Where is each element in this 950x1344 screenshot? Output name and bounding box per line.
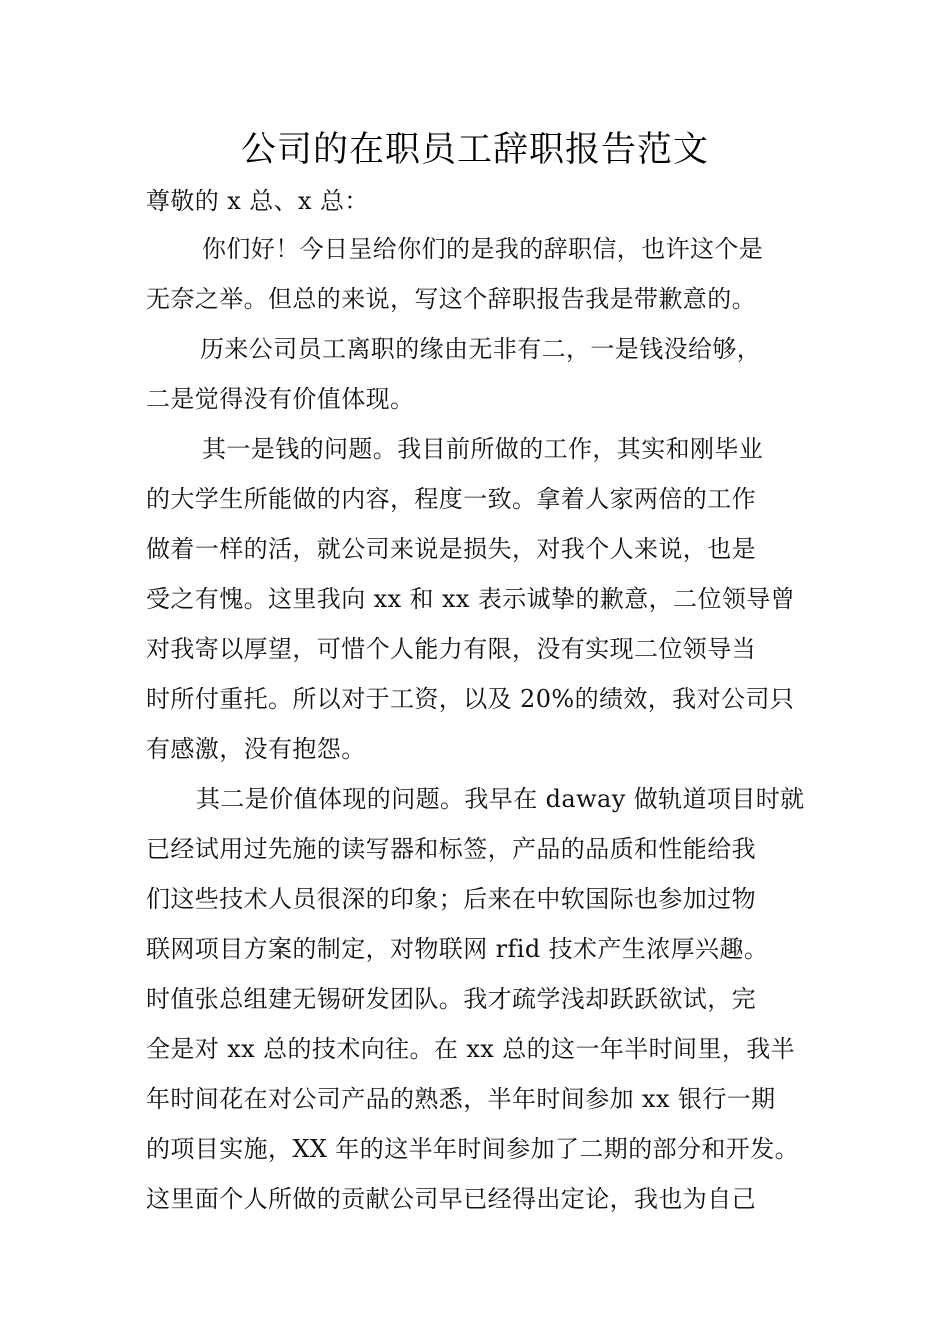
salutation-line: 尊敬的 x 总、x 总： [146,187,369,215]
body-line: 的大学生所能做的内容，程度一致。拿着人家两倍的工作 [146,485,756,513]
body-line: 这里面个人所做的贡献公司早已经得出定论，我也为自己 [146,1185,756,1213]
body-line: 受之有愧。这里我向 xx 和 xx 表示诚挚的歉意，二位领导曾 [146,585,796,613]
body-line: 时值张总组建无锡研发团队。我才疏学浅却跃跃欲试，完 [146,985,756,1013]
body-line: 的项目实施，XX 年的这半年时间参加了二期的部分和开发。 [146,1135,799,1163]
body-line: 做着一样的活，就公司来说是损失，对我个人来说，也是 [146,535,756,563]
body-line: 你们好！今日呈给你们的是我的辞职信，也许这个是 [202,235,764,263]
body-line: 其一是钱的问题。我目前所做的工作，其实和刚毕业 [202,435,764,463]
body-line: 无奈之举。但总的来说，写这个辞职报告我是带歉意的。 [146,285,756,313]
body-line: 对我寄以厚望，可惜个人能力有限，没有实现二位领导当 [146,635,756,663]
body-line: 联网项目方案的制定，对物联网 rfid 技术产生浓厚兴趣。 [146,935,769,963]
body-line: 二是觉得没有价值体现。 [146,385,415,413]
document-title: 公司的在职员工辞职报告范文 [240,130,709,170]
body-line: 们这些技术人员很深的印象；后来在中软国际也参加过物 [146,885,756,913]
body-line: 有感激，没有抱怨。 [146,735,366,763]
body-line: 时所付重托。所以对于工资，以及 20%的绩效，我对公司只 [146,685,795,713]
body-line: 其二是价值体现的问题。我早在 daway 做轨道项目时就 [196,785,805,813]
body-line: 已经试用过先施的读写器和标签，产品的品质和性能给我 [146,835,756,863]
body-line: 全是对 xx 总的技术向往。在 xx 总的这一年半时间里，我半 [146,1035,796,1063]
body-line: 年时间花在对公司产品的熟悉，半年时间参加 xx 银行一期 [146,1085,776,1113]
body-line: 历来公司员工离职的缘由无非有二，一是钱没给够， [200,335,762,363]
